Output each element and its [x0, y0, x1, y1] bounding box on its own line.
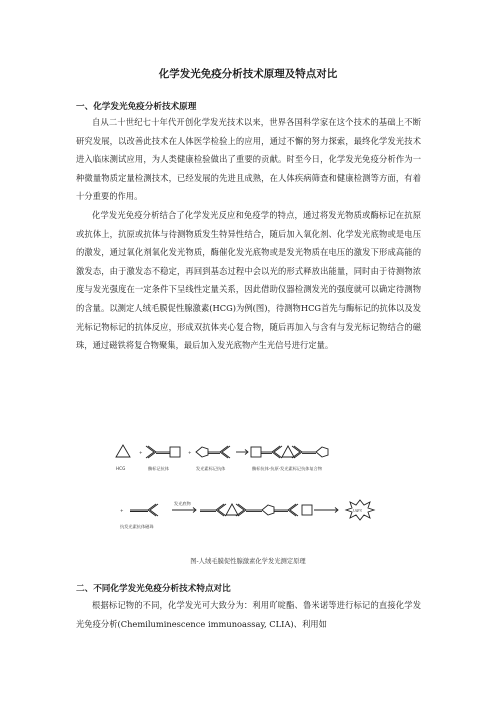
section-1-heading: 一、化学发光免疫分析技术原理 [76, 102, 197, 112]
label-light: Light [353, 508, 362, 513]
bead-bound-complex-icon [200, 504, 312, 516]
svg-text:+: + [139, 450, 143, 455]
section-2-paragraph-1: 根据标记物的不同，化学发光可大致分为：利用吖啶酯、鲁米诺等进行标记的直接化学发光免疫分析(Chemiluminescence immunoassay, CLIA)、利用如 [76, 600, 421, 629]
label-complex: 酶标抗体-抗原-发光素标记抗体复合物 [252, 466, 323, 471]
section-1-paragraph-2: 化学发光免疫分析结合了化学发光反应和免疫学的特点，通过将发光物质或酶标记在抗原或抗体上，抗原或抗体与待测物质发生特异性结合，随后加入氧化剂、化学发光底物或是电压的激发，通过氧化剂氧化发光物质，酶催化发光底物或是发光物质在电压的激发下形成高能的激发态，由于激发态不稳定，再回到基态过程中会以光的形式释放出能量，同时由于待测物浓度与发光强度在一定条件下呈线性定量关系，因此借助仪器检测发光的强度就可以确定待测物的含量。以测定人绒毛膜促性腺激素(HCG)为例(图)，待测物HCG首先与酶标记的抗体以及发光标记物标记的抗体反应，形成双抗体夹心复合物，随后再加入与含有与发光标记物结合的磁珠，通过磁铁将复合物聚集，最后加入发光底物产生光信号进行定量。 [76, 210, 421, 351]
label-enzyme-antibody: 酶标记抗体 [148, 466, 169, 471]
svg-text:+: + [120, 508, 124, 513]
label-magnetic-beads: 抗发光素抗体磁珠 [120, 524, 154, 529]
section-1-paragraph-1: 自从二十世纪七十年代开创化学发光技术以来，世界各国科学家在这个技术的基础上不断研究发展，以改善此技术在人体医学检验上的应用，通过不懈的努力探索，最终化学发光技术进入临床测试应用，为人类健康检验做出了重要的贡献。时至今日，化学发光免疫分析作为一种微量物质定量检测技术，已经发展的先进且成熟，在人体疾病筛查和健康检测等方面，有着十分重要的作用。 [76, 117, 421, 202]
svg-text:+: + [188, 450, 192, 455]
document-title: 化学发光免疫分析技术原理及特点对比 [158, 68, 338, 80]
sandwich-complex-icon [251, 446, 328, 458]
hcg-triangle-icon [116, 445, 130, 457]
section-2-heading: 二、不同化学发光免疫分析技术特点对比 [76, 584, 231, 594]
label-hcg: HCG [116, 466, 126, 471]
figure-caption: 图-人绒毛膜促性腺激素化学发光测定原理 [190, 558, 306, 565]
enzyme-antibody-icon [146, 446, 180, 458]
luminescent-antibody-icon [196, 446, 230, 458]
magnetic-bead-antibody-icon [130, 504, 158, 516]
label-substrate: 发光底物 [174, 501, 191, 506]
hcg-principle-figure [112, 416, 382, 551]
label-luminescent-antibody: 发光素标记抗体 [196, 466, 226, 471]
